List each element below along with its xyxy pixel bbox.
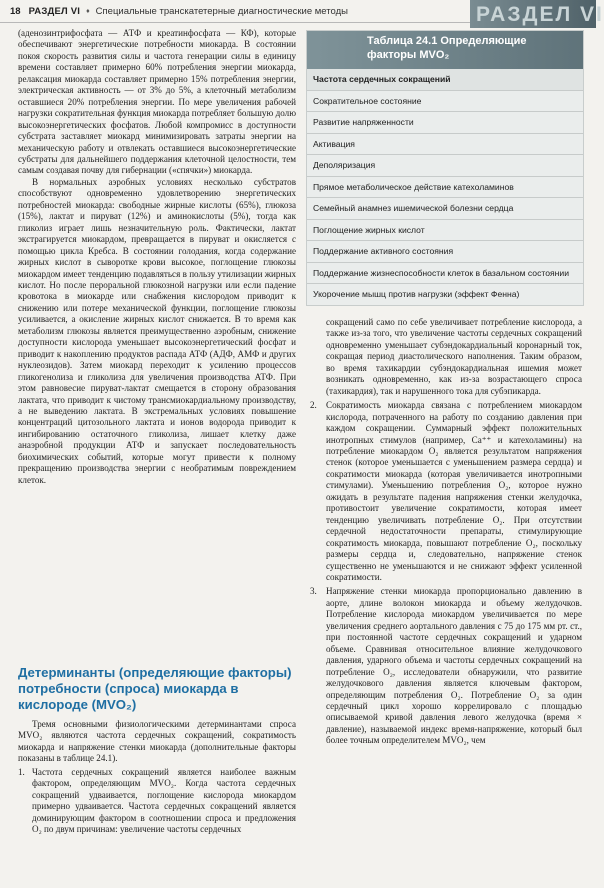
- list-item: [18, 767, 296, 836]
- left-column-text: [18, 28, 296, 486]
- list-text: Напряжение стенки миокарда пропорционально давлению в аорте, длине волокон миокарда и объему желудочков. Потребление кислорода миокардом увеличивается по мере увеличения среднего аортального давления с 75 до 175 мм рт. ст., при постоянной частоте сердечных сокращений и ударном объеме. Сравнивая относительное влияние желудочкового давления, ударного объема и частоты сердечных сокращений на потребление O₂, исследователи обнаружили, что развитие желудочкового давления является ключевым фактором, определяющим потребления O₂. Потребление O₂ за один сердечный цикл хорошо коррелировало с площадью описываемой кривой давления левого желудочка (время × давление), называемой индекс время-напряжение, который был более точным определителем MVO₂, чем: [326, 586, 582, 746]
- page-number: 18: [10, 5, 21, 17]
- section-heading: Детерминанты (определяющие факторы) потребности (спроса) миокарда в кислороде (MVO₂): [18, 665, 292, 712]
- left-bottom-text: [18, 719, 296, 836]
- list-number: 3.: [310, 586, 317, 597]
- table-row: Активация: [307, 134, 583, 156]
- section-label: РАЗДЕЛ VI: [28, 5, 81, 17]
- table-row: Прямое метаболическое действие катехоламинов: [307, 177, 583, 199]
- table-row: Поддержание жизнеспособности клеток в базальном состоянии: [307, 263, 583, 285]
- table-row: Сократительное состояние: [307, 91, 583, 113]
- table-title: Таблица 24.1 Определяющие факторы MVO₂: [307, 31, 583, 69]
- list-number: 2.: [310, 400, 317, 411]
- table-row: Семейный анамнез ишемической болезни сердца: [307, 198, 583, 220]
- list-text: Частота сердечных сокращений является наиболее важным фактором, определяющим MVO₂. Когда частота сердечных сокращений удваивается, поглощение кислорода миокардом примерно удваивается. Частота сердечных сокращений является доминирующим фактором в соотношении спроса и предложения O₂ по двум причинам: увеличение частоты сердечных: [32, 766, 296, 835]
- table-row: Деполяризация: [307, 155, 583, 177]
- paragraph: (аденозинтрифосфата — АТФ и креатинфосфата — КФ), которые обеспечивают энергетические потребности миокарда. В состоянии покоя скорость развития силы и частота генерации силы в единицу времени составляет примерно 60% потребления энергии миокарда, релаксация миокарда составляет примерно 15% потребления энергии, электрическая активность — от 3% до 5%, а клеточный метаболизм оставшиеся 20% потребления энергии. По мере увеличения рабочей нагрузки сократительная функция миокарда потребляет большую долю высокоэнергетических фосфатов. Любой компромисс в доступности субстрата заставляет миокард минимизировать затраты энергии на механическую работу и отвлекать оставшиеся высокоэнергетические субстраты для дальнейшего поддержания клеточной целостности, тем самым создавая почву для гибернации («спячки») миокарда.: [18, 28, 296, 176]
- paragraph: В нормальных аэробных условиях несколько субстратов способствуют одновременно удовлетворению энергетических потребностей миокарда: свободные жирные кислоты (65%), глюкоза (15%), лактат и пируват (12%) и аминокислоты (5%), тогда как гликолиз играет лишь незначительную роль. Фактически, лактат экстрагируется миокардом, превращается в пируват и окисляется с помощью цикла Кребса. В состоянии голодания, когда содержание жирных кислот в сыворотке крови высокое, поглощение глюкозы миокардом имеет тенденцию подавляться в пользу утилизации жирных кислот. Но после пероральной глюкозной нагрузки или если падение кровотока в миокарде или снабжения кислородом приводит к снижению или потере механической функции, поглощение глюкозы усиливается, а окисление жирных кислот снижается. В то время как метаболизм глюкозы является преимущественно аэробным, снижение доступности кислорода уменьшает высокоэнергетический фосфат и приводит к накоплению продуктов распада АТФ (АДФ, АМФ и других нуклеозидов). Затем миокард переходит к усилению процессов гликогенолиза и гликолиза для увеличения производства АТФ. При этом равновесие пируват-лактат смещается в сторону образования лактата, что приводит к чистому трансмиокардиальному производству, а не выведению лактата. В экстремальных условиях повышение концентраций цитозольного лактата и ионов водорода приводит к ингибированию остаточного гликолиза, лишает клетку даже анаэробной продукции АТФ и запускает последовательность биохимических событий, которые могут привести к полному прекращению производства энергии с необратимым повреждением клеток.: [18, 176, 296, 485]
- chapter-title: Специальные транскатетерные диагностические методы: [95, 5, 348, 17]
- right-column-text: [310, 317, 582, 747]
- continuation-paragraph: сокращений само по себе увеличивает потребление кислорода, а также из-за того, что увеличение частоты сердечных сокращений одновременно уменьшает субэндокардиальный коронарный ток, сокращая период диастолического наполнения. Таким образом, во время тахикардии субэндокардиальная ишемия может возникать одновременно, как из-за возрастающего спроса (тахикардия), так и нарушенного тока для субэпикарда.: [326, 317, 582, 396]
- table-row: Развитие напряженности: [307, 112, 583, 134]
- table-row: Укорочение мышц против нагрузки (эффект Фенна): [307, 284, 583, 305]
- factors-table: [306, 30, 584, 306]
- table-row: Поддержание активного состояния: [307, 241, 583, 263]
- table-row: Частота сердечных сокращений: [307, 69, 583, 91]
- list-text: Сократимость миокарда связана с потреблением миокардом кислорода, потраченного на работу по созданию давления при каждом сокращении. Суммарный эффект положительных инотропных стимулов (например, Ca⁺⁺ и катехоламины) на потребление миокардом O₂ является результатом напряжения стенок (которое уменьшается с уменьшением размера сердца) и сократимости миокарда (которая увеличивается инотропными стимулами). Уменьшению потребления O₂, которое нужно ожидать в результате падения напряжения стенки желудочка, противостоит увеличение сократимости, которая имеет тенденцию увеличивать потребление O₂. При отсутствии сердечной недостаточности препараты, стимулирующие сократимость миокарда, повышают потребление O₂, поскольку размеры сердца и, следовательно, напряжение стенок существенно не уменьшаются и не снижают эффект усиленной сократимости.: [326, 400, 582, 582]
- section-corner-tab: РАЗДЕЛ VI: [470, 0, 596, 28]
- list-item: [310, 586, 582, 746]
- table-row: Поглощение жирных кислот: [307, 220, 583, 242]
- list-item: [310, 400, 582, 583]
- header-bullet: ♦: [86, 7, 90, 15]
- list-number: 1.: [18, 766, 25, 777]
- intro-paragraph: Тремя основными физиологическими детерминантами спроса MVO₂ являются частота сердечных сокращений, сократимость миокарда и напряжение стенки миокарда (дополнительные факторы показаны в таблице 24.1).: [18, 719, 296, 764]
